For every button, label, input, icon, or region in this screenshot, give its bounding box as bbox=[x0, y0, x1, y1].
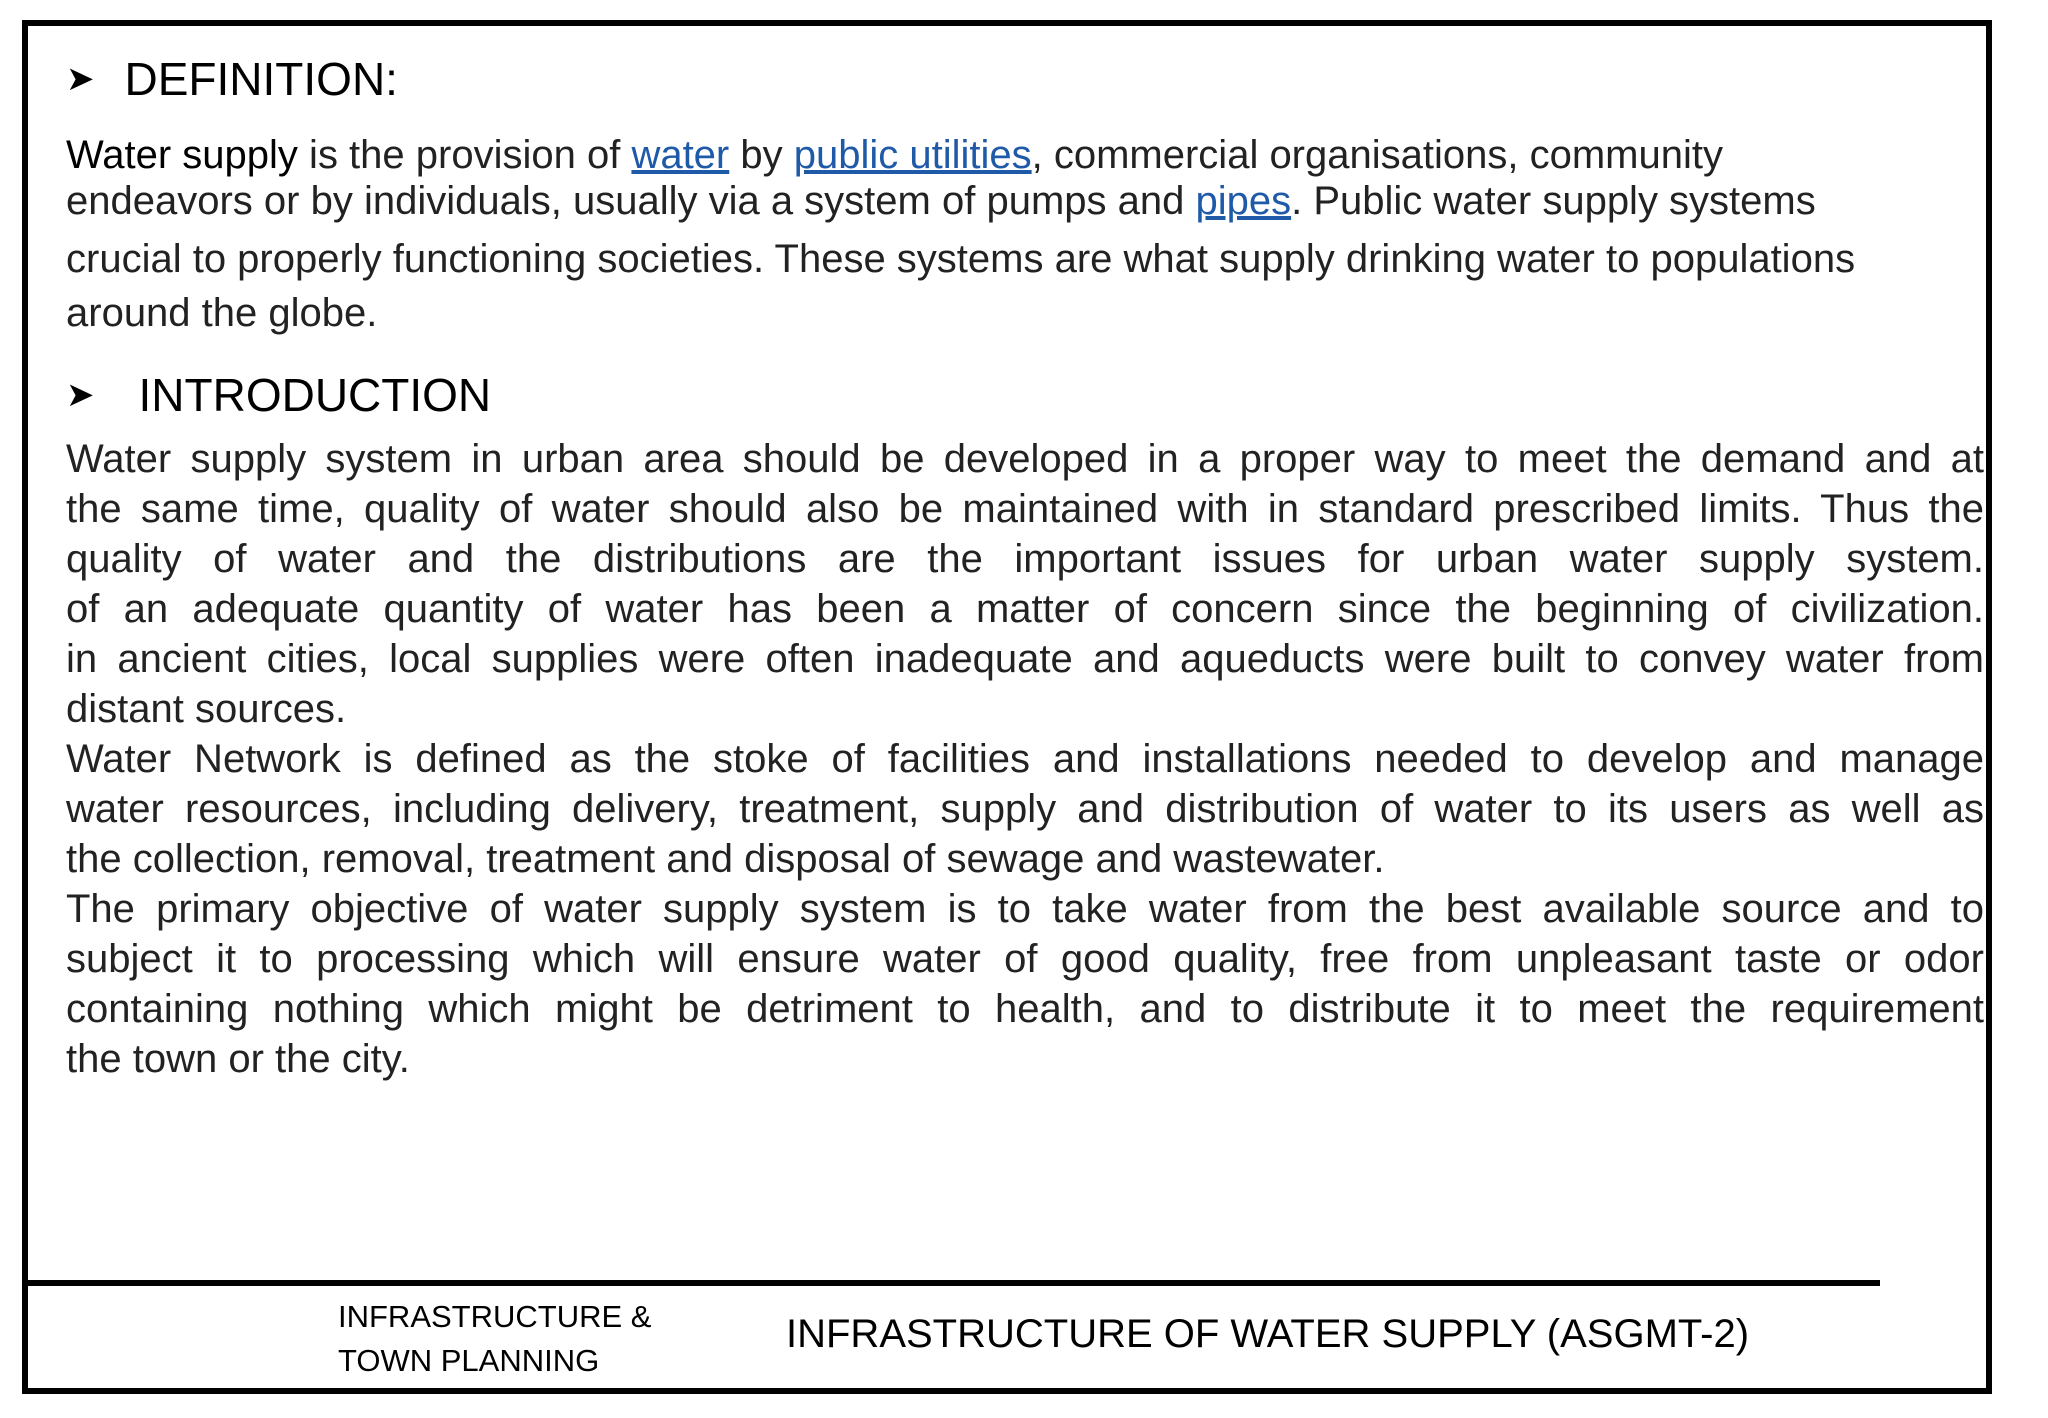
definition-line-2 bbox=[66, 178, 1986, 232]
footer-subject-line-1: INFRASTRUCTURE & bbox=[338, 1299, 652, 1334]
intro-line: water resources, including delivery, treatment, supply and distribution of water to its users as well as bbox=[66, 787, 1984, 831]
link-water[interactable]: water bbox=[631, 133, 730, 177]
definition-paragraph bbox=[66, 132, 1986, 340]
intro-line: The primary objective of water supply system is to take water from the best available source and to bbox=[66, 887, 1984, 931]
definition-text: endeavors or by individuals, usually via a system of pumps and bbox=[66, 179, 1196, 223]
definition-line-3: crucial to properly functioning societies. These systems are what supply drinking water to populations bbox=[66, 237, 1856, 281]
intro-line: Water supply system in urban area should be developed in a proper way to meet the demand and at bbox=[66, 437, 1984, 481]
footer-title: INFRASTRUCTURE OF WATER SUPPLY (ASGMT-2) bbox=[786, 1312, 1750, 1356]
definition-heading-text: DEFINITION: bbox=[124, 53, 398, 105]
introduction-heading bbox=[66, 368, 491, 422]
definition-text: by bbox=[729, 133, 794, 177]
definition-text: , commercial organisations, community bbox=[1031, 133, 1723, 177]
footer-subject bbox=[338, 1295, 651, 1383]
footer-subject-line-2: TOWN PLANNING bbox=[338, 1343, 600, 1378]
intro-line: distant sources. bbox=[66, 687, 347, 731]
arrowhead-bullet-icon: ➤ bbox=[66, 375, 95, 414]
definition-line-4: around the globe. bbox=[66, 291, 378, 335]
link-public-utilities[interactable]: public utilities bbox=[793, 133, 1032, 177]
definition-heading bbox=[66, 52, 398, 106]
link-pipes[interactable]: pipes bbox=[1195, 179, 1292, 223]
footer-divider bbox=[26, 1280, 1880, 1286]
definition-term: Water supply bbox=[66, 133, 298, 177]
definition-line-1 bbox=[66, 132, 1986, 178]
intro-line: in ancient cities, local supplies were often inadequate and aqueducts were built to convey water from bbox=[66, 637, 1984, 681]
intro-line: the town or the city. bbox=[66, 1037, 410, 1081]
intro-line: containing nothing which might be detriment to health, and to distribute it to meet the requirement bbox=[66, 987, 1984, 1031]
intro-line: the same time, quality of water should also be maintained with in standard prescribed limits. Thus the bbox=[66, 487, 1984, 531]
arrowhead-bullet-icon: ➤ bbox=[66, 59, 95, 98]
definition-text: . Public water supply systems bbox=[1291, 179, 1816, 223]
introduction-paragraph bbox=[66, 434, 1986, 1084]
intro-line: subject it to processing which will ensure water of good quality, free from unpleasant taste or odor bbox=[66, 937, 1984, 981]
definition-text: is the provision of bbox=[297, 133, 632, 177]
intro-line: of an adequate quantity of water has been a matter of concern since the beginning of civilization. bbox=[66, 587, 1984, 631]
intro-line: Water Network is defined as the stoke of facilities and installations needed to develop and manage bbox=[66, 737, 1984, 781]
intro-line: quality of water and the distributions are the important issues for urban water supply system. bbox=[66, 537, 1984, 581]
introduction-heading-text: INTRODUCTION bbox=[138, 369, 492, 421]
intro-line: the collection, removal, treatment and disposal of sewage and wastewater. bbox=[66, 837, 1385, 881]
